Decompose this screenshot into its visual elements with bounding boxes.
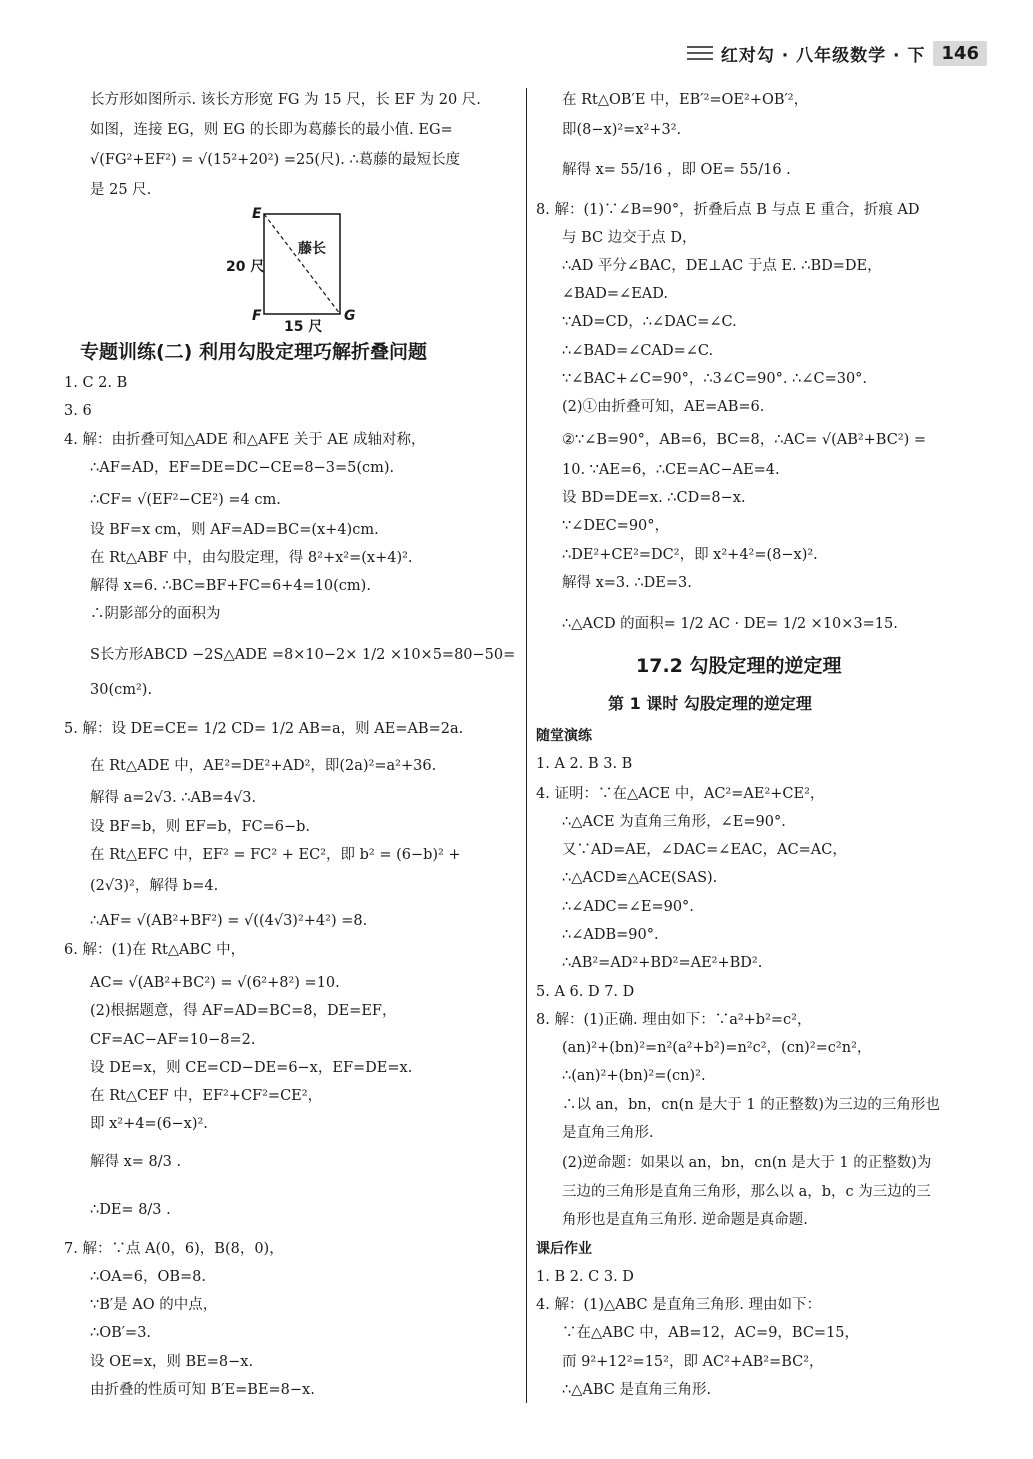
text-line: ∴OA=6，OB=8.: [90, 1269, 206, 1285]
text-line: 设 OE=x，则 BE=8−x.: [90, 1354, 254, 1370]
text-line: 1. B 2. C 3. D: [536, 1269, 634, 1285]
text-line: 是 25 尺.: [90, 182, 152, 198]
label-e: E: [252, 206, 262, 222]
text-line: ∴∠ADB=90°.: [562, 927, 659, 943]
text-line: 即(8−x)²=x²+3².: [562, 122, 682, 138]
text-line: ∴(an)²+(bn)²=(cn)².: [562, 1068, 706, 1084]
text-line: 解得 x=3. ∴DE=3.: [562, 575, 692, 591]
text-line: ∴△ABC 是直角三角形.: [562, 1382, 712, 1398]
text-line: (an)²+(bn)²=n²(a²+b²)=n²c²，(cn)²=c²n²，: [562, 1040, 872, 1056]
text-line: 5. A 6. D 7. D: [536, 984, 635, 1000]
rectangle-figure: [228, 208, 378, 333]
text-line: ∴阴影部分的面积为: [90, 606, 221, 622]
label-15-chi: 15 尺: [284, 319, 323, 335]
text-line: ∵AD=CD，∴∠DAC=∠C.: [562, 314, 737, 330]
text-line: ∴∠ADC=∠E=90°.: [562, 899, 694, 915]
text-line: 是直角三角形.: [562, 1125, 654, 1141]
text-line: 设 DE=x，则 CE=CD−DE=6−x，EF=DE=x.: [90, 1060, 413, 1076]
text-line: ∴OB′=3.: [90, 1325, 152, 1341]
text-line: 8. 解：(1)∵∠B=90°，折叠后点 B 与点 E 重合，折痕 AD: [536, 202, 920, 218]
text-line: 又∵AD=AE，∠DAC=∠EAC，AC=AC，: [562, 842, 847, 858]
label-f: F: [252, 308, 262, 324]
text-line: (2)逆命题：如果以 an，bn，cn(n 是大于 1 的正整数)为: [562, 1155, 932, 1171]
text-line: 8. 解：(1)正确. 理由如下：∵a²+b²=c²，: [536, 1012, 812, 1028]
text-line: 设 BD=DE=x. ∴CD=8−x.: [562, 490, 746, 506]
text-line: 角形也是直角三角形. 逆命题是真命题.: [562, 1212, 808, 1228]
text-line: 解得 x= 8/3 .: [90, 1154, 182, 1170]
text-line: ∴AD 平分∠BAC，DE⊥AC 于点 E. ∴BD=DE，: [562, 258, 882, 274]
text-line: 4. 解：(1)△ABC 是直角三角形. 理由如下：: [536, 1297, 821, 1313]
text-line: 与 BC 边交于点 D，: [562, 230, 697, 246]
text-line: 设 BF=x cm，则 AF=AD=BC=(x+4)cm.: [90, 522, 379, 538]
text-line: 在 Rt△EFC 中，EF² = FC² + EC²，即 b² = (6−b)² +: [90, 847, 461, 863]
text-line: 三边的三角形是直角三角形，那么以 a，b，c 为三边的三: [562, 1184, 931, 1200]
text-line: 在 Rt△CEF 中，EF²+CF²=CE²，: [90, 1088, 323, 1104]
text-line: 4. 解：由折叠可知△ADE 和△AFE 关于 AE 成轴对称，: [64, 432, 426, 448]
text-line: 如图，连接 EG，则 EG 的长即为葛藤长的最小值. EG=: [90, 122, 453, 138]
text-line: 10. ∵AE=6，∴CE=AC−AE=4.: [562, 462, 780, 478]
text-line: 1. A 2. B 3. B: [536, 756, 633, 772]
text-line: 解得 a=2√3. ∴AB=4√3.: [90, 790, 257, 806]
text-line: ∵B′是 AO 的中点，: [90, 1297, 218, 1313]
text-line: √(FG²+EF²) = √(15²+20²) =25(尺). ∴葛藤的最短长度: [90, 152, 461, 168]
text-line: (2)根据题意，得 AF=AD=BC=8，DE=EF，: [90, 1003, 397, 1019]
text-line: ∴△ACD 的面积= 1/2 AC · DE= 1/2 ×10×3=15.: [562, 616, 898, 632]
text-line: 由折叠的性质可知 B′E=BE=8−x.: [90, 1382, 315, 1398]
text-line: 7. 解：∵点 A(0，6)，B(8，0)，: [64, 1241, 284, 1257]
text-line: ∴以 an，bn，cn(n 是大于 1 的正整数)为三边的三角形也: [562, 1097, 940, 1113]
text-line: 在 Rt△ADE 中，AE²=DE²+AD²，即(2a)²=a²+36.: [90, 758, 437, 774]
label-20-chi: 20 尺: [226, 259, 265, 275]
text-line: (2)①由折叠可知，AE=AB=6.: [562, 399, 765, 415]
text-line: S长方形ABCD −2S△ADE =8×10−2× 1/2 ×10×5=80−50=: [90, 647, 516, 663]
column-divider: [526, 88, 527, 1403]
text-line: 4. 证明：∵在△ACE 中，AC²=AE²+CE²，: [536, 786, 825, 802]
text-line: 设 BF=b，则 EF=b，FC=6−b.: [90, 819, 311, 835]
text-line: (2√3)²，解得 b=4.: [90, 878, 219, 894]
label-g: G: [344, 308, 356, 324]
text-line: ∵在△ABC 中，AB=12，AC=9，BC=15，: [562, 1325, 860, 1341]
text-line: 30(cm²).: [90, 682, 153, 698]
section-title: 专题训练(二) 利用勾股定理巧解折叠问题: [80, 341, 427, 363]
label-homework: 课后作业: [536, 1241, 592, 1257]
text-line: ∴CF= √(EF²−CE²) =4 cm.: [90, 492, 281, 508]
page-number: 146: [933, 41, 987, 66]
book-title: 红对勾 · 八年级数学 · 下: [720, 45, 926, 66]
text-line: 解得 x=6. ∴BC=BF+FC=6+4=10(cm).: [90, 578, 371, 594]
text-line: 长方形如图所示. 该长方形宽 FG 为 15 尺，长 EF 为 20 尺.: [90, 92, 481, 108]
text-line: 在 Rt△ABF 中，由勾股定理，得 8²+x²=(x+4)².: [90, 550, 413, 566]
text-line: ∴△ACE 为直角三角形，∠E=90°.: [562, 814, 786, 830]
text-line: ∠BAD=∠EAD.: [562, 286, 668, 302]
text-line: 即 x²+4=(6−x)².: [90, 1116, 208, 1132]
text-line: ②∵∠B=90°，AB=6，BC=8，∴AC= √(AB²+BC²) =: [562, 432, 927, 448]
label-vine: 藤长: [298, 241, 326, 257]
text-line: ∴△ACD≌△ACE(SAS).: [562, 870, 718, 886]
text-line: ∴DE²+CE²=DC²，即 x²+4²=(8−x)².: [562, 547, 818, 563]
text-line: ∴AF= √(AB²+BF²) = √((4√3)²+4²) =8.: [90, 913, 368, 929]
lines-icon: [687, 46, 713, 60]
text-line: 解得 x= 55/16 ，即 OE= 55/16 .: [562, 162, 791, 178]
text-line: 6. 解：(1)在 Rt△ABC 中，: [64, 942, 246, 958]
text-line: 1. C 2. B: [64, 375, 128, 391]
section-17-2-title: 17.2 勾股定理的逆定理: [636, 655, 842, 677]
lesson-title: 第 1 课时 勾股定理的逆定理: [608, 694, 812, 713]
label-practice: 随堂演练: [536, 728, 592, 744]
text-line: 5. 解：设 DE=CE= 1/2 CD= 1/2 AB=a，则 AE=AB=2a.: [64, 721, 464, 737]
text-line: ∵∠DEC=90°，: [562, 518, 670, 534]
page-header: [687, 38, 987, 68]
text-line: 3. 6: [64, 403, 92, 419]
text-line: 在 Rt△OB′E 中，EB′²=OE²+OB′²，: [562, 92, 809, 108]
text-line: ∴AF=AD，EF=DE=DC−CE=8−3=5(cm).: [90, 460, 395, 476]
text-line: ∴∠BAD=∠CAD=∠C.: [562, 343, 714, 359]
text-line: 而 9²+12²=15²，即 AC²+AB²=BC²，: [562, 1354, 824, 1370]
text-line: ∵∠BAC+∠C=90°，∴3∠C=90°. ∴∠C=30°.: [562, 371, 868, 387]
text-line: ∴AB²=AD²+BD²=AE²+BD².: [562, 955, 763, 971]
text-line: AC= √(AB²+BC²) = √(6²+8²) =10.: [90, 975, 340, 991]
text-line: CF=AC−AF=10−8=2.: [90, 1032, 256, 1048]
text-line: ∴DE= 8/3 .: [90, 1202, 171, 1218]
